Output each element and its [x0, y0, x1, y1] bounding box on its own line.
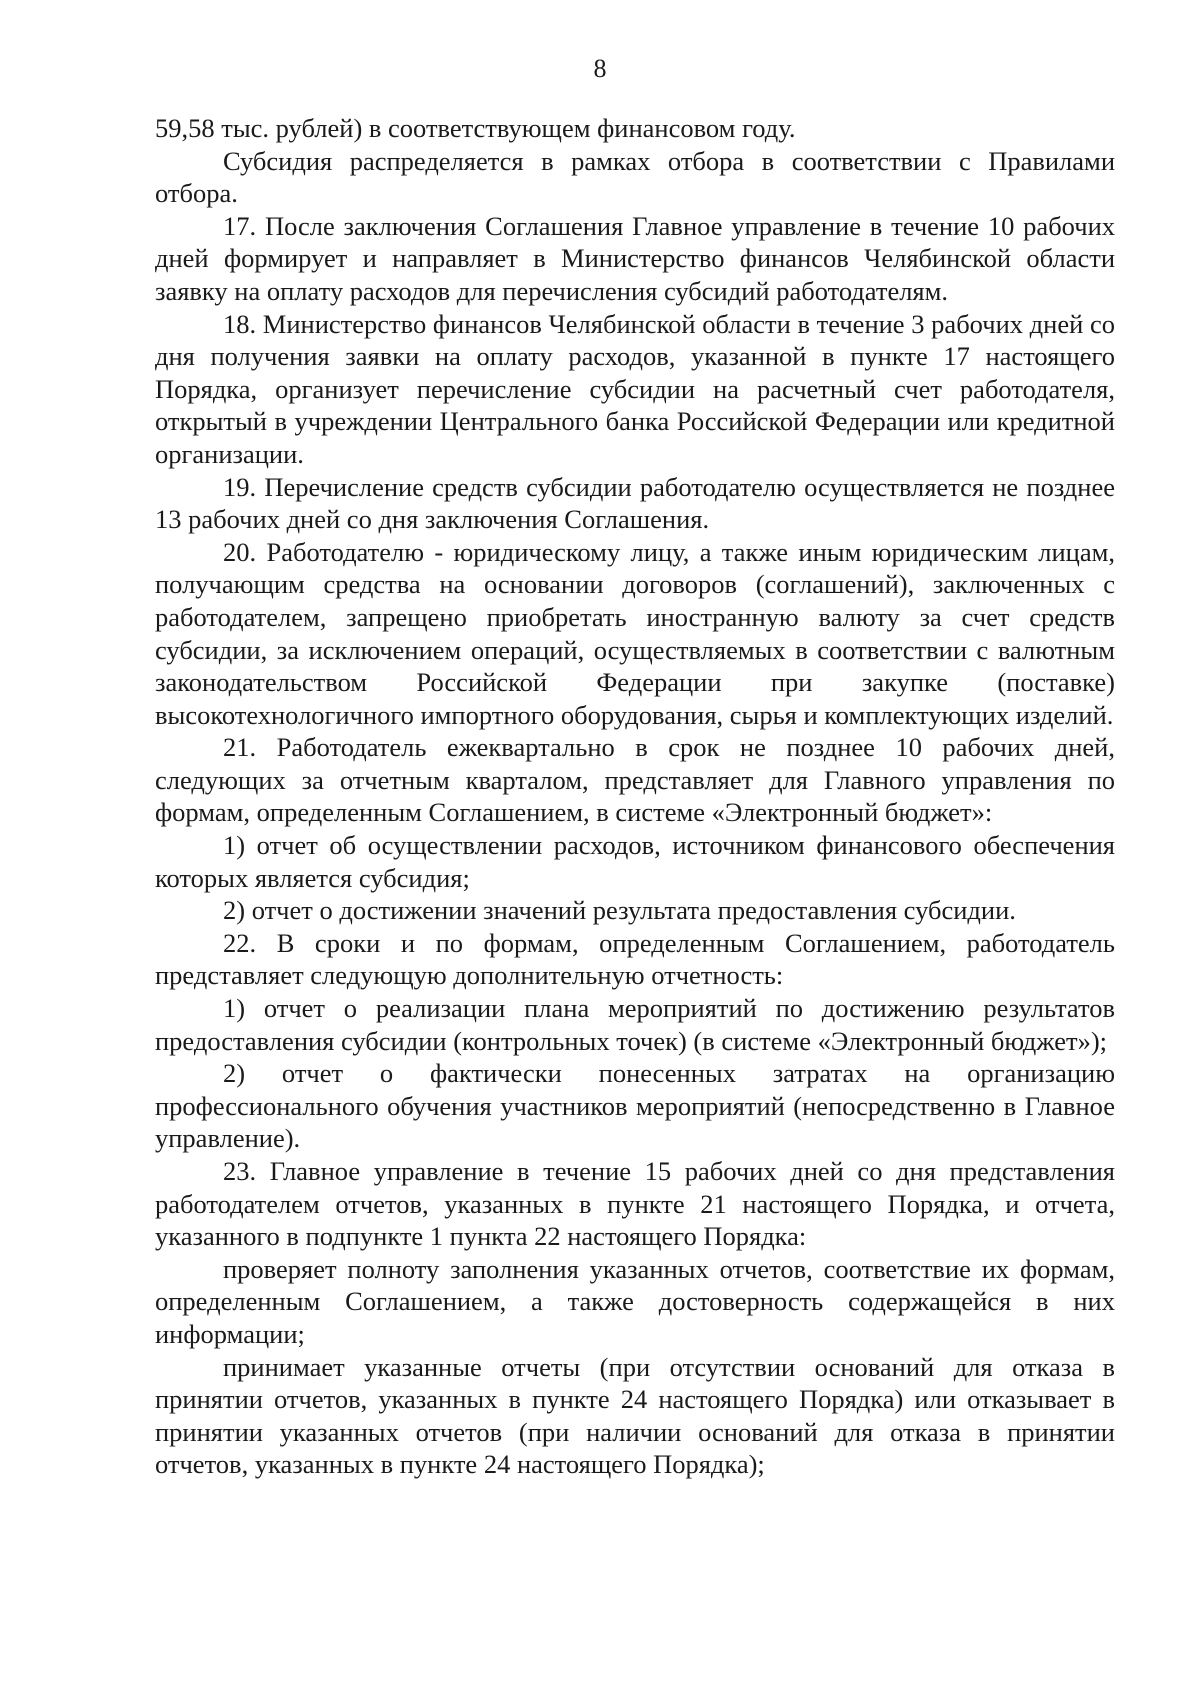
paragraph-item-22-sub-1: 1) отчет о реализации плана мероприятий по достижению результатов предоставления субсидии (контрольных точек) (в системе «Электронный бюджет»); [155, 993, 1115, 1056]
paragraph-item-19: 19. Перечисление средств субсидии работодателю осуществляется не позднее 13 рабочих дней со дня заключения Соглашения. [155, 471, 1115, 535]
paragraph-continuation: 59,58 тыс. рублей) в соответствующем финансовом году. [155, 113, 796, 143]
paragraph-item-18: 18. Министерство финансов Челябинской области в течение 3 рабочих дней со дня получения заявки на оплату расходов, указанной в пункте 17 настоящего Порядка, организует перечисление субсидии на расчетный счет работодателя, открытый в учреждении Центрального банка Российской Федерации или кредитной организации. [155, 308, 1115, 469]
paragraph-item-23-check: проверяет полноту заполнения указанных отчетов, соответствие их формам, определенным Соглашением, а также достоверность содержащейся в них информации; [155, 1253, 1115, 1349]
page-number: 8 [593, 54, 607, 83]
paragraph-item-17: 17. После заключения Соглашения Главное управление в течение 10 рабочих дней формирует и направляет в Министерство финансов Челябинской области заявку на оплату расходов для перечисления субсидий работодателям. [155, 210, 1115, 306]
paragraph-item-23-accept: принимает указанные отчеты (при отсутствии оснований для отказа в принятии отчетов, указанных в пункте 24 настоящего Порядка) или отказывает в принятии указанных отчетов (при наличии оснований для отказа в принятии отчетов, указанных в пункте 24 настоящего Порядка); [155, 1351, 1115, 1480]
paragraph-item-21-sub-1: 1) отчет об осуществлении расходов, источником финансового обеспечения которых является субсидия; [155, 830, 1115, 893]
paragraph-item-21-sub-2: 2) отчет о достижении значений результата предоставления субсидии. [223, 895, 1016, 926]
paragraph-subsidy-distribution: Субсидия распределяется в рамках отбора в соответствии с Правилами отбора. [155, 145, 1115, 209]
paragraph-item-23: 23. Главное управление в течение 15 рабочих дней со дня представления работодателем отчетов, указанных в пункте 21 настоящего Порядка, и отчета, указанного в подпункте 1 пункта 22 настоящего Порядка: [155, 1156, 1115, 1252]
paragraph-item-21: 21. Работодатель ежеквартально в срок не позднее 10 рабочих дней, следующих за отчетным кварталом, представляет для Главного управления по формам, определенным Соглашением, в системе «Электронный бюджет»: [155, 732, 1115, 828]
document-body [155, 112, 1115, 1481]
paragraph-item-22-sub-2: 2) отчет о фактически понесенных затратах на организацию профессионального обучения участников мероприятий (непосредственно в Главное управление). [155, 1058, 1115, 1154]
paragraph-item-20: 20. Работодателю - юридическому лицу, а также иным юридическим лицам, получающим средства на основании договоров (соглашений), заключенных с работодателем, запрещено приобретать иностранную валюту за счет средств субсидии, за исключением операций, осуществляемых в соответствии с валютным законодательством Российской Федерации при закупке (поставке) высокотехнологичного импортного оборудования, сырья и комплектующих изделий. [155, 536, 1115, 730]
paragraph-item-22: 22. В сроки и по формам, определенным Соглашением, работодатель представляет следующую дополнительную отчетность: [155, 927, 1115, 991]
